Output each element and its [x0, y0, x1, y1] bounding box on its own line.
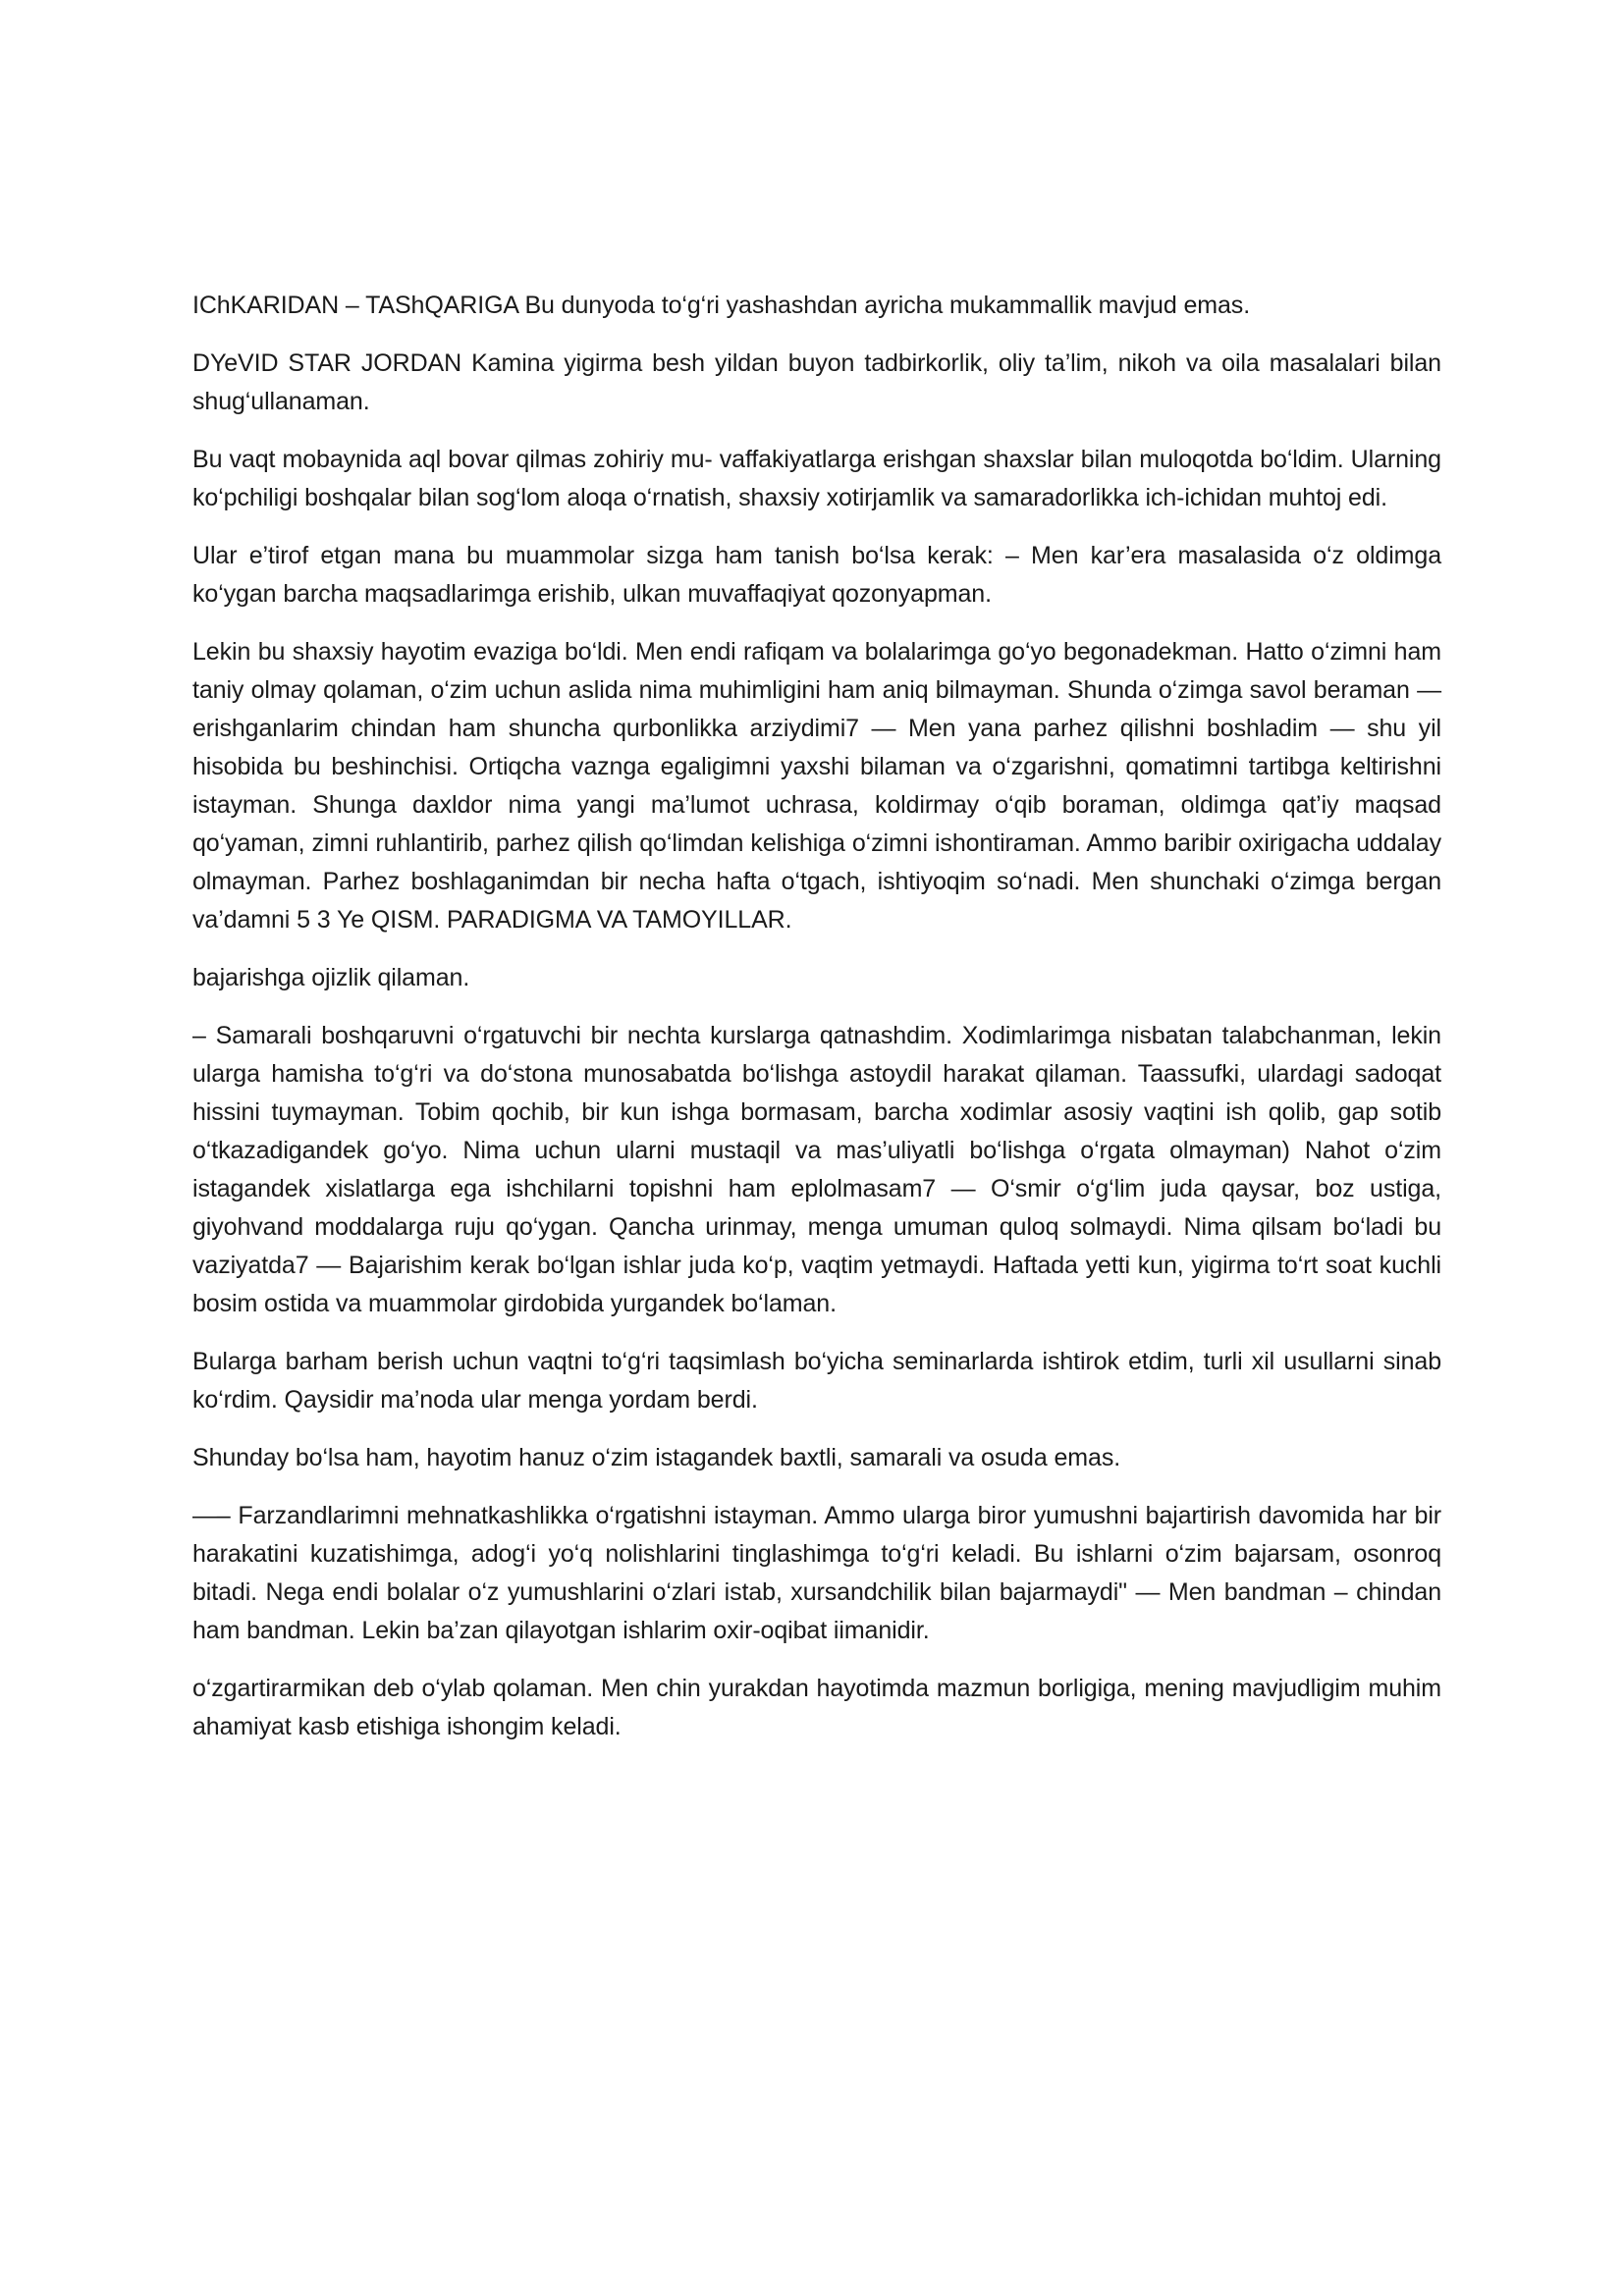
paragraph-title: IChKARIDAN – TAShQARIGA Bu dunyoda to‘g‘ri yashashdan ayricha mukammallik mavjud emas.: [192, 292, 1251, 319]
paragraph: – Samarali boshqaruvni o‘rgatuvchi bir nechta kurslarga qatnashdim. Xodimlarimga nisbatan talabchanman, lekin ularga hamisha to‘g‘ri va do‘stona munosabatda bo‘lishga astoydil harakat qilaman. Taassufki, ulardagi sadoqat hissini tuymayman. Tobim qochib, bir kun ishga bormasam, barcha xodimlar asosiy vaqtini ish qolib, gap sotib o‘tkazadigandek go‘yo. Nima uchun ularni mustaqil va mas’uliyatli bo‘lishga o‘rgata olmayman) Nahot o‘zim istagandek xislatlarga ega ishchilarni topishni ham eplolmasam7 — O‘smir o‘g‘lim juda qaysar, boz ustiga, giyohvand moddalarga ruju qo‘ygan. Qancha urinmay, menga umuman quloq solmaydi. Nima qilsam bo‘ladi bu vaziyatda7 — Bajarishim kerak bo‘lgan ishlar juda ko‘p, vaqtim yetmaydi. Haftada yetti kun, yigirma to‘rt soat kuchli bosim ostida va muammolar girdobida yurgandek bo‘laman.: [192, 1022, 1441, 1317]
paragraph: —– Farzandlarimni mehnatkashlikka o‘rgatishni istayman. Ammo ularga biror yumushni bajartirish davomida har bir harakatini kuzatishimga, adog‘i yo‘q nolishlarini tinglashimga to‘g‘ri keladi. Bu ishlarni o‘zim bajarsam, osonroq bitadi. Nega endi bolalar o‘z yumushlarini o‘zlari istab, xursandchilik bilan bajarmaydi" — Men bandman – chindan ham bandman. Lekin ba’zan qilayotgan ishlarim oxir-oqibat iimanidir.: [192, 1502, 1441, 1644]
paragraph: Ular e’tirof etgan mana bu muammolar sizga ham tanish bo‘lsa kerak: – Men kar’era masalasida o‘z oldimga ko‘ygan barcha maqsadlarimga erishib, ulkan muvaffaqiyat qozonyapman.: [192, 542, 1441, 608]
paragraph: Lekin bu shaxsiy hayotim evaziga bo‘ldi. Men endi rafiqam va bolalarimga go‘yo begonadekman. Hatto o‘zimni ham taniy olmay qolaman, o‘zim uchun aslida nima muhimligini ham aniq bilmayman. Shunda o‘zimga savol beraman — erishganlarim chindan ham shuncha qurbonlikka arziydimi7 — Men yana parhez qilishni boshladim — shu yil hisobida bu beshinchisi. Ortiqcha vaznga egaligimni yaxshi bilaman va o‘zgarishni, qomatimni tartibga keltirishni istayman. Shunga daxldor nima yangi ma’lumot uchrasa, koldirmay o‘qib boraman, oldimga qat’iy maqsad qo‘yaman, zimni ruhlantirib, parhez qilish qo‘limdan kelishiga o‘zimni ishontiraman. Ammo baribir oxirigacha uddalay olmayman. Parhez boshlaganimdan bir necha hafta o‘tgach, ishtiyoqim so‘nadi. Men shunchaki o‘zimga bergan va’damni 5 3 Ye QISM. PARADIGMA VA TAMOYILLAR.: [192, 638, 1441, 934]
paragraph: Shunday bo‘lsa ham, hayotim hanuz o‘zim istagandek baxtli, samarali va osuda emas.: [192, 1444, 1121, 1471]
paragraph-author: DYeVID STAR JORDAN Kamina yigirma besh yildan buyon tadbirkorlik, oliy ta’lim, nikoh va oila masalalari bilan shug‘ullanaman.: [192, 349, 1441, 415]
paragraph: o‘zgartirarmikan deb o‘ylab qolaman. Men chin yurakdan hayotimda mazmun borligiga, mening mavjudligim muhim ahamiyat kasb etishiga ishongim keladi.: [192, 1675, 1441, 1740]
document-body: [192, 287, 1441, 1766]
paragraph: Bu vaqt mobaynida aql bovar qilmas zohiriy mu- vaffakiyatlarga erishgan shaxslar bilan muloqotda bo‘ldim. Ularning ko‘pchiligi boshqalar bilan sog‘lom aloqa o‘rnatish, shaxsiy xotirjamlik va samaradorlikka ich-ichidan muhtoj edi.: [192, 446, 1441, 511]
paragraph: bajarishga ojizlik qilaman.: [192, 964, 470, 991]
paragraph: Bularga barham berish uchun vaqtni to‘g‘ri taqsimlash bo‘yicha seminarlarda ishtirok etdim, turli xil usullarni sinab ko‘rdim. Qaysidir ma’noda ular menga yordam berdi.: [192, 1348, 1441, 1414]
